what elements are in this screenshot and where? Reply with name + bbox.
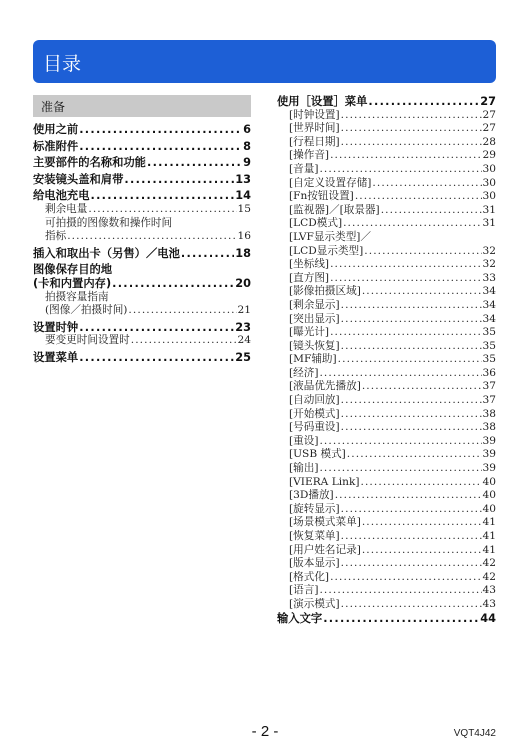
toc-subentry[interactable]	[277, 272, 496, 286]
toc-entry-label: [坐标线]	[289, 258, 330, 271]
toc-subentry[interactable]	[277, 421, 496, 435]
toc-entry-label: [直方图]	[289, 271, 330, 284]
page-title: 目录	[43, 53, 82, 75]
dot-leader	[341, 109, 482, 123]
toc-subentry[interactable]	[277, 340, 496, 354]
toc-entry-label: 设置菜单	[33, 350, 79, 364]
toc-entry-page: 32	[482, 244, 496, 257]
toc-entry-page: 41	[482, 516, 496, 529]
dot-leader	[341, 313, 482, 327]
toc-entry-page: 20	[235, 276, 251, 290]
toc-entry-label: [重设]	[289, 434, 319, 447]
dot-leader	[341, 136, 482, 150]
toc-entry-label: 使用之前	[33, 123, 79, 136]
toc-entry-label: 安装镜头盖和肩带	[33, 172, 124, 186]
toc-entry-page: 15	[237, 202, 251, 215]
toc-subentry[interactable]	[277, 204, 496, 218]
dot-leader	[330, 258, 481, 272]
toc-subentry[interactable]	[277, 503, 496, 517]
toc-entry-page: 18	[235, 246, 251, 260]
toc-entry-page: 28	[482, 135, 496, 148]
toc-entry[interactable]	[33, 173, 251, 187]
toc-entry-label: [突出显示]	[289, 312, 340, 325]
toc-entry-label: 指标	[45, 230, 67, 243]
toc-entry-label: 使用［设置］菜单	[277, 95, 368, 108]
toc-entry-page: 38	[482, 421, 496, 434]
dot-leader	[364, 245, 481, 259]
toc-subentry[interactable]	[277, 190, 496, 204]
toc-entry-page: 13	[235, 172, 251, 186]
toc-subentry[interactable]	[277, 217, 496, 231]
dot-leader	[338, 353, 482, 367]
toc-subentry[interactable]	[277, 489, 496, 503]
toc-entry-label: [行程日期]	[289, 135, 340, 148]
dot-leader	[79, 351, 234, 365]
toc-entry-label-line[interactable]: 图像保存目的地	[33, 263, 113, 277]
toc-entry-label: [操作音]	[289, 149, 330, 162]
toc-subentry[interactable]	[277, 299, 496, 313]
toc-entry-page: 31	[482, 203, 496, 216]
toc-entry-page: 39	[482, 462, 496, 475]
toc-entry-page: 41	[482, 530, 496, 542]
toc-entry-label: 主要部件的名称和功能	[33, 156, 146, 170]
toc-subentry[interactable]	[277, 326, 496, 340]
toc-subentry[interactable]	[277, 516, 496, 530]
toc-entry-page: 43	[482, 597, 496, 610]
toc-entry-label: [开始模式]	[289, 407, 340, 420]
toc-entry-page: 38	[482, 407, 496, 420]
dot-leader	[341, 503, 482, 517]
toc-entry-label: [剩余显示]	[289, 298, 340, 311]
toc-entry-label: 插入和取出卡（另售）／电池	[33, 246, 180, 260]
dot-leader	[330, 326, 481, 340]
toc-entry-label: [版本显示]	[289, 557, 340, 570]
toc-subentry[interactable]	[277, 584, 496, 598]
dot-leader	[341, 408, 482, 422]
toc-entry-page: 27	[482, 122, 496, 135]
toc-subentry[interactable]	[277, 122, 496, 136]
toc-subentry[interactable]	[277, 245, 496, 259]
dot-leader	[319, 367, 481, 381]
dot-leader	[181, 247, 234, 261]
toc-entry-page: 31	[482, 217, 496, 230]
toc-entry-label: [USB 模式]	[289, 448, 346, 461]
dot-leader	[362, 544, 482, 558]
section-header	[33, 95, 251, 117]
toc-subentry[interactable]	[277, 163, 496, 177]
right-toc-column	[277, 95, 496, 625]
dot-leader	[341, 421, 482, 435]
dot-leader	[341, 557, 482, 571]
toc-entry[interactable]	[33, 321, 251, 335]
toc-subentry[interactable]	[277, 557, 496, 571]
toc-entry-label: [号码重设]	[289, 421, 340, 434]
toc-subentry[interactable]	[277, 353, 496, 367]
section-title: 准备	[41, 100, 66, 114]
toc-entry-label: (卡和内置内存)	[33, 276, 112, 290]
toc-entry[interactable]	[33, 189, 251, 203]
dot-leader	[319, 462, 481, 476]
toc-entry[interactable]	[33, 351, 251, 365]
toc-entry-label: [输出]	[289, 462, 319, 475]
toc-entry-label: [旋转显示]	[289, 502, 340, 515]
toc-subentry-label-line[interactable]: 拍摄容量指南	[45, 290, 109, 303]
dot-leader	[362, 516, 482, 530]
toc-subentry[interactable]	[277, 136, 496, 150]
dot-leader	[124, 173, 234, 187]
dot-leader	[147, 156, 242, 170]
toc-entry-page: 39	[482, 448, 496, 461]
toc-subentry[interactable]	[277, 462, 496, 476]
toc-entry-label: [经济]	[289, 366, 319, 379]
toc-entry-page: 40	[482, 475, 496, 488]
dot-leader	[323, 612, 479, 626]
toc-subentry[interactable]	[277, 448, 496, 462]
left-toc-column	[33, 95, 251, 365]
dot-leader	[79, 140, 242, 154]
toc-subentry[interactable]	[33, 334, 251, 348]
toc-entry-page: 33	[482, 271, 496, 284]
toc-entry-page: 35	[482, 353, 496, 366]
dot-leader	[341, 299, 482, 313]
dot-leader	[330, 571, 481, 585]
toc-entry-page: 32	[482, 258, 496, 271]
toc-entry-label: [VIERA Link]	[289, 475, 360, 488]
toc-entry-label: [音量]	[289, 162, 319, 175]
toc-entry[interactable]	[33, 277, 251, 291]
toc-entry-page: 39	[482, 434, 496, 447]
toc-entry-page: 34	[482, 285, 496, 298]
toc-entry-label: [自定义设置存储]	[289, 176, 372, 189]
toc-entry-label: [Fn按钮设置]	[289, 190, 354, 203]
dot-leader	[362, 285, 482, 299]
toc-entry-page: 6	[243, 123, 251, 136]
toc-entry-page: 24	[237, 334, 251, 347]
dot-leader	[341, 340, 482, 354]
toc-entry[interactable]	[33, 123, 251, 137]
toc-entry-page: 14	[235, 189, 251, 203]
toc-entry-page: 41	[482, 543, 496, 556]
toc-entry-label: [镜头恢复]	[289, 339, 340, 352]
toc-entry-label: [语言]	[289, 584, 319, 597]
dot-leader	[91, 189, 235, 203]
toc-entry-label: [3D播放]	[289, 489, 334, 502]
dot-leader	[128, 304, 236, 318]
toc-entry[interactable]	[33, 247, 251, 261]
toc-entry-label: [世界时间]	[289, 122, 340, 135]
toc-entry-page: 37	[482, 394, 496, 407]
dot-leader	[67, 230, 236, 244]
toc-subentry-label-line[interactable]: 可拍摄的图像数和操作时间	[45, 216, 173, 229]
toc-entry-label: [时钟设置]	[289, 108, 340, 121]
toc-subentry[interactable]	[277, 313, 496, 327]
toc-entry-page: 16	[237, 230, 251, 243]
toc-entry-page: 35	[482, 339, 496, 352]
dot-leader	[79, 123, 242, 137]
toc-subentry[interactable]	[277, 109, 496, 123]
dot-leader	[341, 122, 482, 136]
toc-entry-page: 40	[482, 502, 496, 515]
toc-title-bar	[33, 40, 496, 83]
dot-leader	[79, 321, 234, 335]
dot-leader	[319, 584, 481, 598]
toc-subentry-label-line[interactable]: [LVF显示类型]／	[289, 230, 372, 243]
toc-entry-page: 21	[237, 304, 251, 317]
toc-entry-page: 27	[480, 95, 496, 108]
dot-leader	[341, 530, 482, 544]
toc-entry-page: 35	[482, 326, 496, 339]
dot-leader	[347, 448, 482, 462]
toc-entry-page: 36	[482, 366, 496, 379]
toc-entry-label: [影像拍摄区域]	[289, 285, 361, 298]
toc-subentry[interactable]	[33, 230, 251, 244]
dot-leader	[319, 163, 481, 177]
dot-leader	[372, 177, 481, 191]
toc-entry-page: 30	[482, 190, 496, 203]
toc-entry-label: [MF辅助]	[289, 353, 337, 366]
dot-leader	[319, 435, 481, 449]
toc-entry-page: 37	[482, 380, 496, 393]
toc-subentry[interactable]	[277, 571, 496, 585]
dot-leader	[343, 217, 481, 231]
toc-subentry[interactable]	[277, 177, 496, 191]
toc-entry-page: 34	[482, 298, 496, 311]
dot-leader	[330, 149, 481, 163]
toc-entry[interactable]	[277, 612, 496, 626]
toc-entry-page: 40	[482, 489, 496, 502]
toc-entry-label: 输入文字	[277, 611, 323, 625]
toc-entry-page: 29	[482, 149, 496, 162]
toc-subentry[interactable]	[277, 258, 496, 272]
toc-entry-label: [演示模式]	[289, 597, 340, 610]
toc-entry-label: 要变更时间设置时	[45, 334, 130, 347]
toc-subentry[interactable]	[277, 149, 496, 163]
toc-entry-page: 42	[482, 557, 496, 570]
toc-entry-page: 23	[235, 320, 251, 334]
dot-leader	[341, 394, 482, 408]
toc-subentry[interactable]	[277, 380, 496, 394]
toc-subentry[interactable]	[277, 285, 496, 299]
toc-subentry[interactable]	[277, 435, 496, 449]
dot-leader	[88, 203, 236, 217]
toc-entry-label: 标准附件	[33, 139, 79, 153]
toc-entry-label: 设置时钟	[33, 320, 79, 334]
toc-entry-page: 44	[480, 611, 496, 625]
toc-entry-page: 43	[482, 584, 496, 597]
toc-entry-label: [曝光计]	[289, 326, 330, 339]
toc-entry-label: (图像／拍摄时间)	[45, 304, 128, 317]
toc-entry-page: 42	[482, 570, 496, 583]
toc-subentry[interactable]	[277, 408, 496, 422]
dot-leader	[362, 380, 482, 394]
toc-entry[interactable]	[277, 95, 496, 109]
toc-subentry[interactable]	[277, 394, 496, 408]
toc-entry-page: 30	[482, 162, 496, 175]
toc-entry-page: 9	[243, 156, 251, 170]
toc-entry-label: [用户姓名记录]	[289, 543, 361, 556]
page-number: - 2 -	[251, 723, 279, 740]
toc-subentry[interactable]	[277, 367, 496, 381]
toc-entry-label: 剩余电量	[45, 202, 88, 215]
toc-entry-page: 34	[482, 312, 496, 325]
dot-leader	[341, 598, 482, 612]
toc-entry-label: [LCD模式]	[289, 217, 343, 230]
toc-entry-page: 27	[482, 108, 496, 121]
toc-subentry[interactable]	[277, 598, 496, 612]
toc-entry-page: 30	[482, 176, 496, 189]
toc-entry-page: 8	[243, 139, 251, 153]
toc-entry-label: [监视器]／[取景器]	[289, 203, 380, 216]
dot-leader	[330, 272, 481, 286]
toc-entry[interactable]	[33, 156, 251, 170]
toc-entry-label: 给电池充电	[33, 189, 90, 203]
dot-leader	[112, 277, 234, 291]
toc-entry-label: [LCD显示类型]	[289, 244, 364, 257]
dot-leader	[381, 204, 482, 218]
toc-subentry[interactable]	[277, 530, 496, 544]
toc-entry-label: [恢复菜单]	[289, 530, 340, 542]
toc-entry-label: [液晶优先播放]	[289, 380, 361, 393]
toc-subentry[interactable]	[277, 476, 496, 490]
document-code: VQT4J42	[453, 728, 496, 739]
dot-leader	[335, 489, 482, 503]
dot-leader	[355, 190, 482, 204]
toc-entry-label: [自动回放]	[289, 394, 340, 407]
toc-subentry[interactable]	[33, 203, 251, 217]
dot-leader	[361, 476, 482, 490]
toc-entry[interactable]	[33, 140, 251, 154]
toc-subentry[interactable]	[277, 544, 496, 558]
toc-subentry[interactable]	[33, 304, 251, 318]
dot-leader	[131, 334, 237, 348]
toc-entry-page: 25	[235, 350, 251, 364]
toc-entry-label: [格式化]	[289, 570, 330, 583]
dot-leader	[368, 95, 479, 109]
toc-entry-label: [场景模式菜单]	[289, 516, 361, 529]
